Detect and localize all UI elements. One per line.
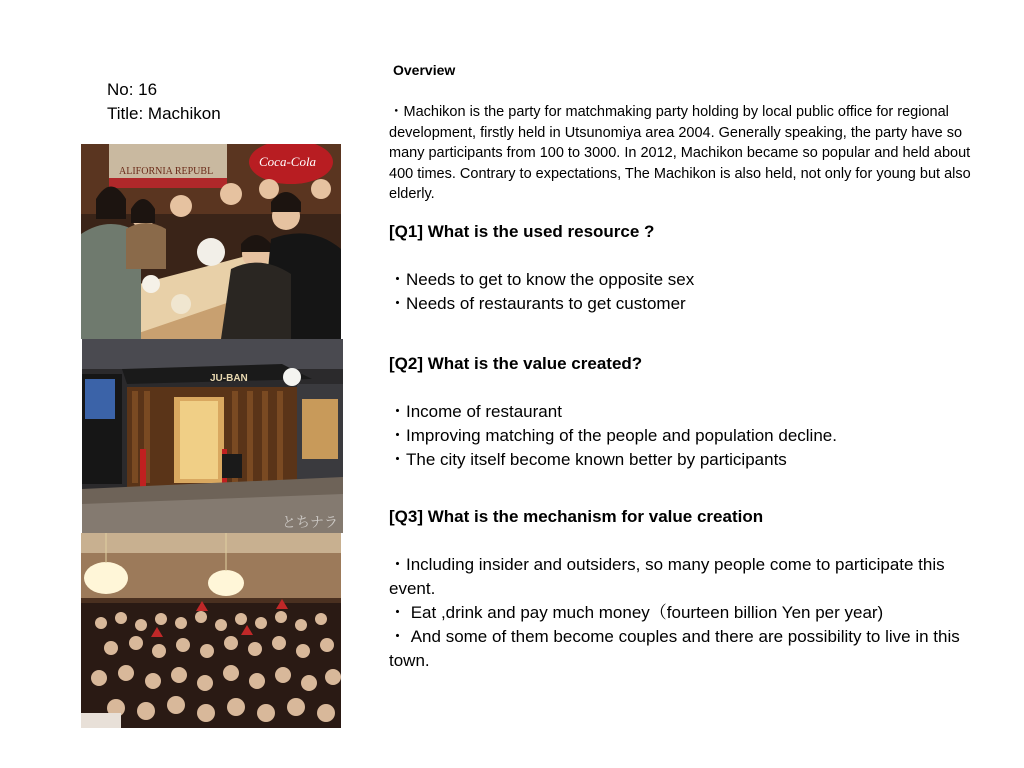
coca-cola-sign-text: Coca-Cola: [259, 154, 317, 169]
overview-text: ・Machikon is the party for matchmaking party holding by local public office for regional development, firstly held in Utsunomiya area 2004. Generally speaking, the party have so many participants from 100 to 3000. In 2012, Machikon became so popular and held about 400 times. Contrary to expectations, The Machikon is also held, not only for young but also elderly.: [389, 104, 971, 202]
slide-number: No: 16: [107, 80, 158, 99]
question-2-item: ・Improving matching of the people and population decline.: [389, 426, 837, 445]
question-2-block: [389, 352, 979, 472]
restaurant-exterior-photo: [82, 339, 343, 533]
question-3-item: ・ And some of them become couples and there are possibility to live in this town.: [389, 627, 960, 670]
overview-heading: Overview: [393, 62, 456, 78]
svg-text:とちナラ: とちナラ: [282, 514, 338, 530]
banner-text: ALIFORNIA REPUBL: [119, 166, 214, 177]
question-2-item: ・Income of restaurant: [389, 402, 562, 421]
slide-meta: [107, 78, 221, 126]
party-table-photo: [81, 144, 341, 339]
question-3-title: [Q3] What is the mechanism for value creation: [389, 507, 764, 526]
question-3-block: [389, 505, 979, 673]
question-1-block: [389, 220, 979, 316]
question-1-item: ・Needs of restaurants to get customer: [389, 294, 686, 313]
question-2-item: ・The city itself become known better by participants: [389, 450, 787, 469]
question-3-item: ・ Eat ,drink and pay much money（fourteen billion Yen per year): [389, 603, 884, 622]
question-1-item: ・Needs to get to know the opposite sex: [389, 270, 695, 289]
question-1-title: [Q1] What is the used resource ?: [389, 222, 655, 241]
question-2-title: [Q2] What is the value created?: [389, 354, 643, 373]
question-3-item: ・Including insider and outsiders, so many people come to participate this event.: [389, 555, 945, 598]
ju-ban-sign-text: JU-BAN: [210, 373, 248, 384]
crowd-photo: [81, 533, 341, 728]
slide-title: Title: Machikon: [107, 104, 221, 123]
